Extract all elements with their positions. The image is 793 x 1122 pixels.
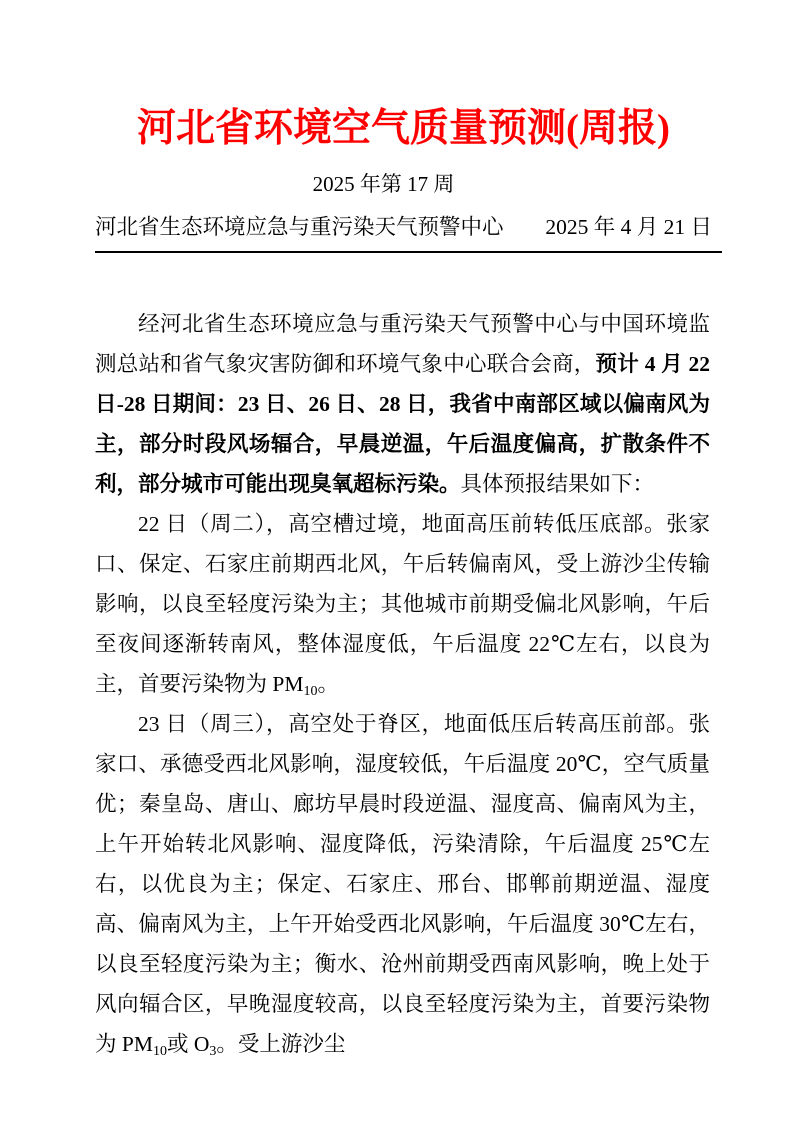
document-title: 河北省环境空气质量预测(周报) bbox=[137, 107, 670, 150]
paragraph-day-23-forecast: 23 日（周三），高空处于脊区，地面低压后转高压前部。张家口、承德受西北风影响，湿度较低，午后温度 20℃，空气质量优；秦皇岛、唐山、廊坊早晨时段逆温、湿度高、偏南风为主，上午开始转北风影响、湿度降低，污染清除，午后温度 25℃左右，以优良为主；保定、石家庄、邢台、邯郸前期逆温、湿度高、偏南风为主，上午开始受西北风影响，午后温度 30℃左右，以良至轻度污染为主；衡水、沧州前期受西南风影响，晚上处于风向辐合区，早晚湿度较高，以良至轻度污染为主，首要污染物为 $PM_{10}$或 $O_3$。受上游沙尘 bbox=[95, 712, 710, 1059]
issuer-row bbox=[95, 214, 712, 242]
issue-date: 2025 年 4 月 21 日 bbox=[545, 215, 712, 239]
paragraph-forecast-summary: 经河北省生态环境应急与重污染天气预警中心与中国环境监测总站和省气象灾害防御和环境气象中心联合会商，预计 4 月 22 日-28 日期间：23 日、26 日、28 日，我省中南部区域以偏南风为主，部分时段风场辐合，早晨逆温，午后温度偏高，扩散条件不利，部分城市可能出现臭氧超标污染。具体预报结果如下： bbox=[95, 312, 710, 496]
document-body bbox=[95, 253, 710, 1064]
paragraph-day-22-forecast: 22 日（周二），高空槽过境，地面高压前转低压底部。张家口、保定、石家庄前期西北风，午后转偏南风，受上游沙尘传输影响，以良至轻度污染为主；其他城市前期受偏北风影响，午后至夜间逐渐转南风，整体湿度低，午后温度 22℃左右，以良为主，首要污染物为 $PM_{10}$。 bbox=[95, 512, 710, 699]
document-content bbox=[95, 0, 712, 1122]
week-number: 2025 年第 17 周 bbox=[312, 172, 455, 196]
issuer-name: 河北省生态环境应急与重污染天气预警中心 bbox=[95, 215, 504, 239]
